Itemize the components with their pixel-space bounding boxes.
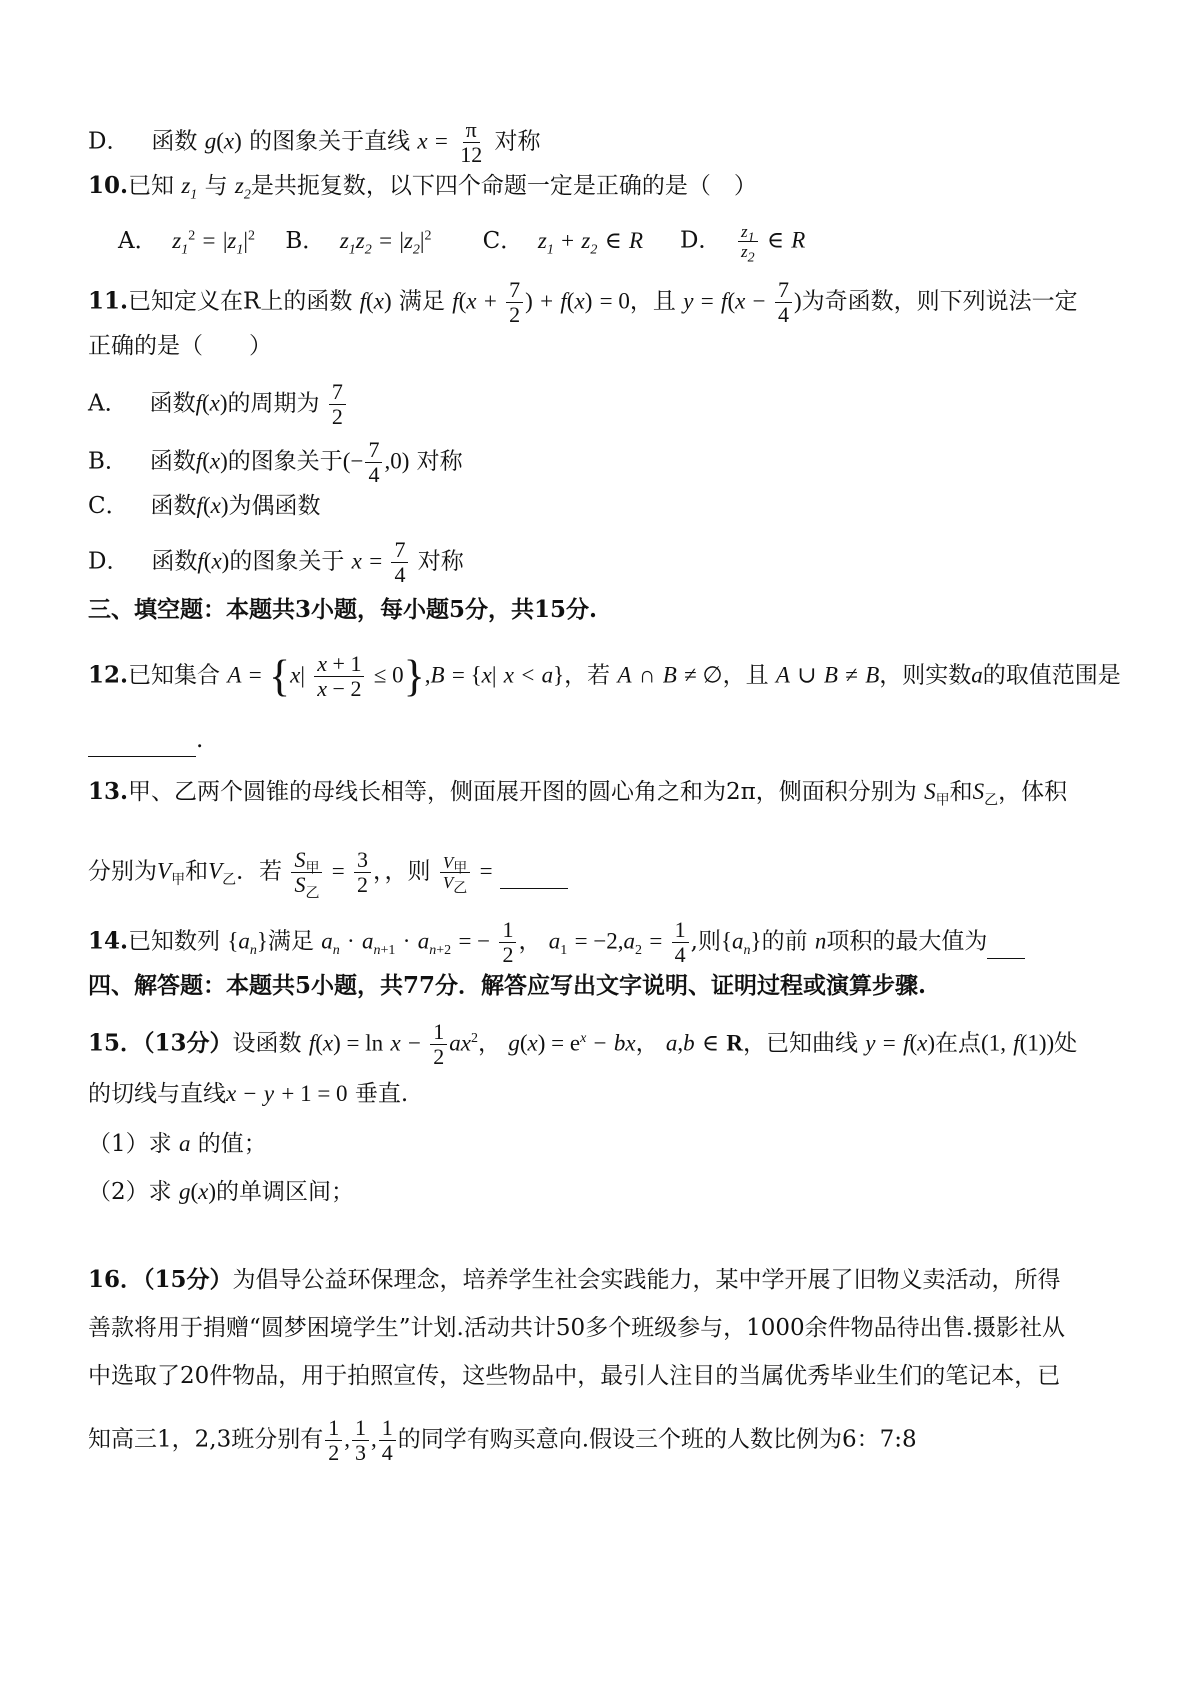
math: g: [204, 128, 217, 154]
q14-stem: 14.已知数列 $\{a_n\}$满足 $a_n \cdot a_{n+1} \cdot a_{n+2}$ = − $\frac{1}{2}$ ， $a_1 = -2,a_2$ = $\frac{1}{4}$ ,则$\{a_n\}$的前 n项积的最大值为: [88, 918, 1140, 967]
question-number: 15．: [88, 1029, 144, 1057]
q13-line2: 分别为$V_甲$和$V_乙$．若 $\frac{S_甲}{S_乙}$ = $\frac{3}{2}$ ，，则 $\frac{V_甲}{V_乙}$ =: [88, 848, 1140, 897]
q15-part2: （2）求 g(x)的单调区间；: [88, 1179, 355, 1205]
q12-stem: 12.已知集合 A = {x| $\frac{x + 1}{x - 2}$ ≤ 0},B = {x| x < a}，若 A ∩ B ≠ ∅，且 A ∪ B ≠ B，则实数a的取值范围是: [88, 651, 1121, 701]
q14-answer-blank[interactable]: [987, 926, 1025, 959]
option-text: 对称: [494, 128, 541, 155]
question-number: 16．: [88, 1266, 144, 1293]
question-number: 14.: [88, 927, 129, 955]
q10-stem: 10.已知 $z_1$ 与 $z_2$是共扼复数，以下四个命题一定是正确的是（ ）: [88, 172, 757, 203]
q15-stem: 15．（13分）设函数 f(x) = ln x − $\frac{1}{2}$ $ax^2$， $g(x) = e^x$ − bx， a,b ∈ R，已知曲线 y = f(x)在点(1, f(1))处: [88, 1019, 1078, 1069]
q10-option-b: B． $z_1z_2 = |z_2|^2$: [285, 227, 432, 258]
q15-stem-cont: 的切线与直线x − y + 1 = 0 垂直.: [88, 1081, 409, 1107]
fraction: $\frac{1}{4}$: [672, 918, 689, 967]
question-number: 12.: [88, 661, 129, 689]
q11-stem: 11.已知定义在R上的函数 f(x) 满足 f(x + $\frac{7}{2}$ ) + f(x) = 0，且 y = f(x − $\frac{7}{4}$ )为奇函数，则下列说法一定: [88, 277, 1078, 327]
fraction: $\frac{7}{4}$: [365, 438, 382, 487]
question-score: （13分）: [143, 1029, 233, 1057]
fraction: $\frac{1}{2}$: [325, 1416, 342, 1465]
section-heading: 三、填空题：本题共3小题，每小题5分，共15分.: [88, 596, 598, 623]
fraction: $\frac{x + 1}{x - 2}$: [314, 652, 364, 701]
q16-line3: 中选取了20件物品，用于拍照宣传，这些物品中，最引人注目的当属优秀毕业生们的笔记本，已: [88, 1363, 1061, 1389]
q10-option-d: D． $\frac{z_1}{z_2}$ ∈ R: [679, 222, 806, 266]
q13-line1: 13.甲、乙两个圆锥的母线长相等，侧面展开图的圆心角之和为2π，侧面积分别为 $S_甲$和$S_乙$，体积: [88, 778, 1068, 809]
question-score: （15分）: [143, 1266, 233, 1293]
q11-option-b: B． 函数f(x)的图象关于(− $\frac{7}{4}$ ,0) 对称: [88, 437, 463, 487]
q11-option-a: A． 函数f(x)的周期为 $\frac{7}{2}$: [88, 380, 1140, 429]
q15-part1: （1）求 a 的值；: [88, 1131, 267, 1157]
q16-line4: 知高三1，2,3班分别有 $\frac{1}{2}$ , $\frac{1}{3}$ , $\frac{1}{4}$ 的同学有购买意向.假设三个班的人数比例为6：7:8: [88, 1415, 917, 1465]
question-number: 10.: [88, 172, 129, 199]
fraction: $\frac{S_甲}{S_乙}$: [291, 848, 322, 897]
question-text: 满足: [398, 288, 445, 315]
q10-option-a: A． $z_1^2 = |z_1|^2$: [118, 227, 255, 258]
fraction: $\frac{V_甲}{V_乙}$: [440, 853, 470, 892]
fraction: $\frac{z_1}{z_2}$: [738, 222, 758, 261]
question-number: 13.: [88, 778, 129, 805]
fraction: $\frac{1}{4}$: [379, 1416, 396, 1465]
question-text: 已知定义在R上的函数: [128, 288, 353, 315]
option-label: D．: [88, 128, 130, 155]
q16-line2: 善款将用于捐赠“圆梦困境学生”计划.活动共计50多个班级参与，1000余件物品待出售.摄影社从: [88, 1315, 1065, 1341]
q10-option-c: C． $z_1 + z_2$ ∈ R: [482, 227, 644, 258]
option-text: 的图象关于直线: [249, 128, 411, 155]
question-text: 是共扼复数，以下四个命题一定是正确的是（ ）: [250, 173, 757, 199]
question-text: 与: [204, 173, 228, 199]
fraction: $\frac{\pi}{12}$: [460, 117, 483, 167]
fraction: $\frac{7}{2}$: [506, 278, 523, 327]
fraction: $\frac{7}{4}$: [391, 538, 408, 587]
q11-stem-cont: 正确的是（ ）: [88, 333, 272, 359]
fraction: $\frac{3}{2}$: [354, 848, 371, 897]
q10-options: [118, 222, 1140, 266]
fraction: $\frac{7}{4}$: [775, 278, 792, 327]
q16-line1: 16．（15分）为倡导公益环保理念，培养学生社会实践能力，某中学开展了旧物义卖活动，所得: [88, 1266, 1061, 1293]
fraction: $\frac{1}{3}$: [352, 1416, 369, 1465]
q9-option-d: D． 函数 g(x) 的图象关于直线 x = $\frac{\pi}{12}$ 对称: [88, 117, 541, 167]
q11-option-d: D． 函数f(x)的图象关于 x = $\frac{7}{4}$ 对称: [88, 537, 464, 587]
fraction: $\frac{7}{2}$: [329, 380, 346, 429]
section-heading: 四、解答题：本题共5小题，共77分．解答应写出文字说明、证明过程或演算步骤.: [88, 972, 927, 999]
q12-answer-blank[interactable]: .: [88, 724, 1140, 757]
question-number: 11.: [88, 287, 129, 315]
option-text: 函数: [151, 128, 198, 155]
q13-answer-blank[interactable]: [500, 856, 568, 889]
question-text: 为奇函数，则下列说法一定: [801, 288, 1078, 315]
fraction: $\frac{1}{2}$: [499, 918, 516, 967]
q11-option-c: C． 函数f(x)为偶函数: [88, 493, 321, 519]
question-text: 已知: [128, 173, 175, 199]
fraction: $\frac{1}{2}$: [430, 1020, 447, 1069]
question-text: ，且: [629, 288, 676, 315]
